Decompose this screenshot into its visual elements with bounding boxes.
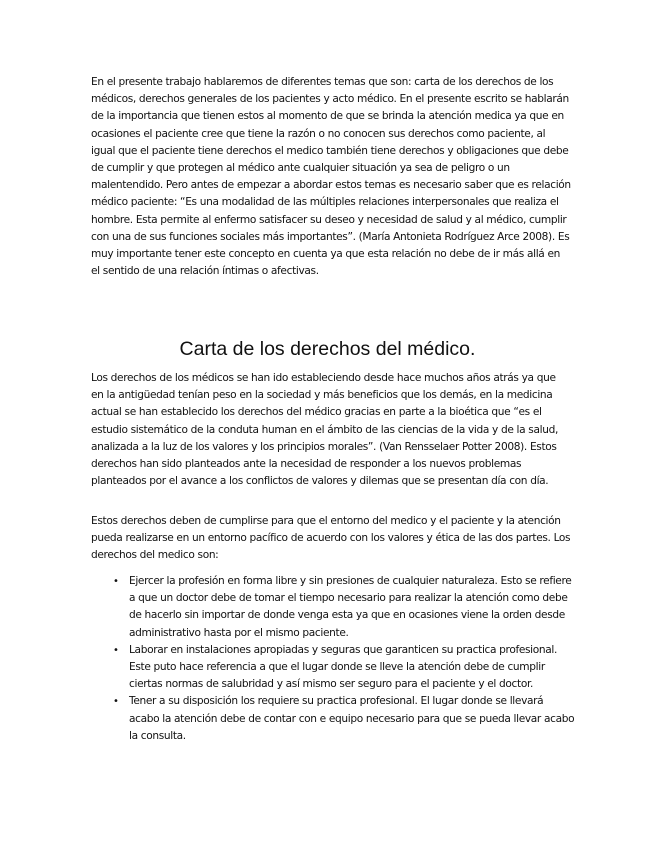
list-item (91, 693, 576, 745)
list-item (91, 573, 576, 642)
list-item (91, 642, 576, 694)
bullet-icon: • (113, 644, 119, 656)
rights-list (91, 573, 576, 745)
section-paragraph-intro-list: Estos derechos deben de cumplirse para que el entorno del medico y el paciente y la atención pueda realizarse en un entorno pacífico de acuerdo con los valores y ética de las dos partes. Los derechos del medico son: (91, 515, 571, 562)
list-item-text: Tener a su disposición los requiere su practica profesional. El lugar donde se llevará acabo la atención debe de contar con e equipo necesario para que se pueda llevar acabo la consulta. (129, 695, 575, 742)
section-heading: Carta de los derechos del médico. (179, 338, 476, 360)
section-paragraph-history: Los derechos de los médicos se han ido estableciendo desde hace muchos años atrás ya que en la antigüedad tenían peso en la sociedad y más beneficios que los demás, en la medicina actual se han establecido los derechos del médico gracias en parte a la bioética que “es el estudio sistemático de la conduta human en el ámbito de las ciencias de la vida y de la salud, analizada a la luz de los valores y los principios morales”. (Van Rensselaer Potter 2008). Estos derechos han sido planteados ante la necesidad de responder a los nuevos problemas planteados por el avance a los conflictos de valores y dilemas que se presentan día con día. (91, 372, 558, 488)
list-item-text: Laborar en instalaciones apropiadas y seguras que garanticen su practica profesional. Este puto hace referencia a que el lugar donde se lleve la atención debe de cumplir ciertas normas de salubridad y así mismo ser seguro para el paciente y el doctor. (129, 643, 558, 691)
bullet-icon: • (113, 576, 119, 587)
intro-paragraph: En el presente trabajo hablaremos de diferentes temas que son: carta de los derechos de los médicos, derechos generales de los pacientes y acto médico. En el presente escrito se hablarán de la importancia que tienen estos al momento de que se brinda la atención medica ya que en ocasiones el paciente cree que tiene la razón o no conocen sus derechos como paciente, al igual que el paciente tiene derechos el medico también tiene derechos y obligaciones que debe de cumplir y que protegen al médico ante cualquier situación ya sea de peligro o un malentendido. Pero antes de empezar a abordar estos temas es necesario saber que es relación médico paciente: “Es una modalidad de las múltiples relaciones interpersonales que realiza el hombre. Esta permite al enfermo satisfacer su deseo y necesidad de salud y al médico, cumplir con una de sus funciones sociales más importantes”. (María Antonieta Rodríguez Arce 2008). Es muy importante tener este concepto en cuenta ya que esta relación no debe de ir más allá en el sentido de una relación íntimas o afectivas. (91, 76, 571, 278)
list-item-text: Ejercer la profesión en forma libre y sin presiones de cualquier naturaleza. Esto se refiere a que un doctor debe de tomar el tiempo necesario para realizar la atención como debe de hacerlo sin importar de donde venga esta ya que en ocasiones viene la orden desde administrativo hasta por el mismo paciente. (129, 575, 572, 639)
bullet-icon: • (113, 696, 119, 708)
